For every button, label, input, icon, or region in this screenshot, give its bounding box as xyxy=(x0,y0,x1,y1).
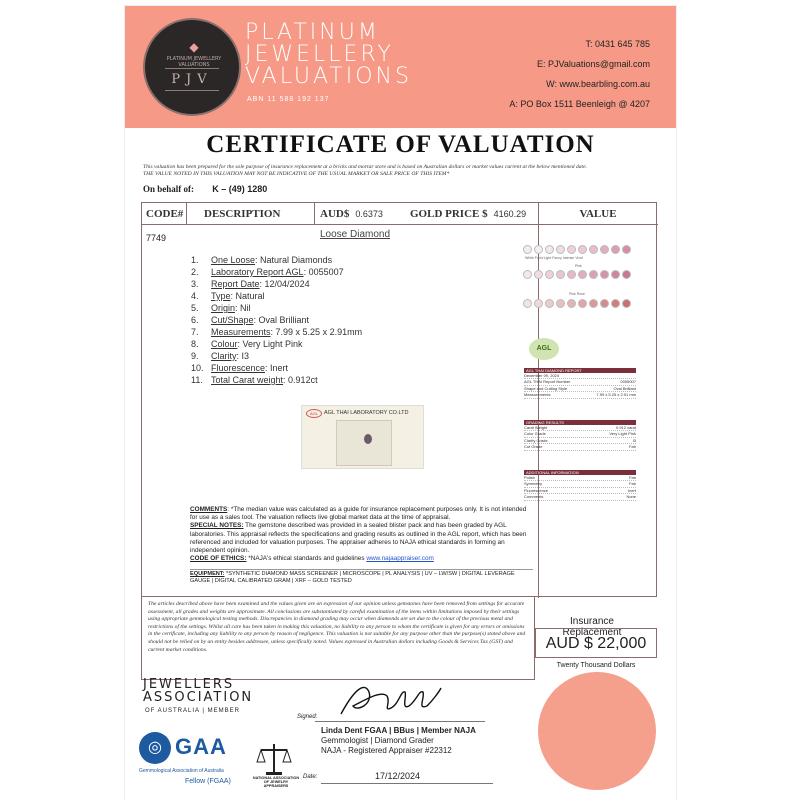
header-banner xyxy=(125,6,676,128)
scales-icon xyxy=(255,740,293,778)
colour-chart-labels: White Faint Light Fancy Intense Vivid xyxy=(525,256,583,260)
list-item: 9. Clarity: I3 xyxy=(191,351,250,361)
list-item: 4. Type: Natural xyxy=(191,291,265,301)
contact-block xyxy=(509,34,650,114)
report-header: AGL THAI DIAMOND REPORT xyxy=(524,368,636,373)
colour-swatch xyxy=(523,270,532,279)
colour-swatch xyxy=(600,245,609,254)
signer-role: Gemmologist | Diamond Grader xyxy=(321,736,434,745)
lab-name: AGL THAI LABORATORY CO.LTD xyxy=(324,410,409,416)
certificate-page xyxy=(125,6,676,800)
column-spacer xyxy=(186,225,187,598)
colour-swatch xyxy=(556,270,565,279)
signer-name: Linda Dent FGAA | BBus | Member NAJA xyxy=(321,726,476,735)
aud-label: AUD$ xyxy=(320,208,350,220)
agl-mini-logo: AGL xyxy=(306,409,322,418)
abn-number: ABN 11 588 192 137 xyxy=(247,96,330,103)
ja-line: JEWELLERS xyxy=(143,677,235,692)
colour-swatch xyxy=(545,245,554,254)
colour-chart-row-label: Pink Rose xyxy=(569,292,585,296)
table-row: Comments None xyxy=(524,494,636,500)
signature-image xyxy=(335,678,445,720)
logo-ring-text: PLATINUM JEWELLERY VALUATIONS xyxy=(166,56,222,68)
colour-swatch xyxy=(611,299,620,308)
intro-line-caps: THE VALUE NOTED IN THIS VALUATION MAY NOT BE INDICATIVE OF THE USUAL MARKET OR SALE PRICE OF THIS ITEM* xyxy=(143,171,450,177)
behalf-label: On behalf of: xyxy=(143,184,195,194)
table-row: Fluorescence Inert xyxy=(524,487,636,493)
behalf-of xyxy=(143,184,267,194)
contact-phone: T: 0431 645 785 xyxy=(585,39,650,49)
additional-information xyxy=(524,470,636,501)
diamond-stone-image xyxy=(364,434,372,444)
colour-swatch xyxy=(622,270,631,279)
colour-swatch xyxy=(600,270,609,279)
colour-swatch xyxy=(567,299,576,308)
table-row: Carat Weight 0.912 carat xyxy=(524,425,636,430)
special-notes-label: SPECIAL NOTES: xyxy=(190,522,244,530)
report-card xyxy=(336,420,392,466)
colour-swatch xyxy=(534,270,543,279)
naja-text: NATIONAL ASSOCIATION OF JEWELRY APPRAISERS xyxy=(252,776,300,789)
colour-swatch xyxy=(622,299,631,308)
table-row: Clarity Grade I3 xyxy=(524,437,636,443)
colour-chart-row-label: Pink xyxy=(575,264,582,268)
lab-report-photo xyxy=(301,405,424,469)
list-item: 8. Colour: Very Light Pink xyxy=(191,339,303,349)
col-aud xyxy=(320,203,383,225)
brand-line: VALUATIONS xyxy=(245,64,412,89)
signed-label: Signed: xyxy=(297,714,318,720)
agl-report-summary xyxy=(524,368,636,399)
colour-swatch xyxy=(545,299,554,308)
colour-swatch xyxy=(589,299,598,308)
item-specs-list xyxy=(191,254,362,386)
behalf-value: K – (49) 1280 xyxy=(212,184,268,194)
ethics-text: *NAJA's ethical standards and guidelines xyxy=(246,555,367,563)
list-item: 7. Measurements: 7.99 x 5.25 x 2.91mm xyxy=(191,327,363,337)
table-row: Measurements 7.99 x 5.25 x 2.91 mm xyxy=(524,392,636,398)
contact-website: W: www.bearbling.com.au xyxy=(546,79,650,89)
embossed-seal xyxy=(538,672,656,790)
colour-swatch xyxy=(556,245,565,254)
colour-swatch xyxy=(578,270,587,279)
list-item: 3. Report Date: 12/04/2024 xyxy=(191,279,310,289)
signer-block xyxy=(321,726,476,756)
col-value: VALUE xyxy=(538,203,658,225)
gold-label: GOLD PRICE $ xyxy=(410,208,488,220)
agl-logo: AGL xyxy=(529,338,559,360)
colour-swatch xyxy=(534,299,543,308)
colour-swatch xyxy=(611,270,620,279)
gaa-globe-icon: ◎ xyxy=(139,732,171,764)
equipment-text: *SYNTHETIC DIAMOND MASS SCREENER | MICROSCOPE | PL ANALYSIS | UV – LW/SW | DIGITAL LEVERAGE GAUGE | DIGITAL CALIBRATED GRAM | XRF – GOLD TESTED xyxy=(190,571,515,585)
ja-line: ASSOCIATION xyxy=(143,690,254,705)
list-item: 5. Origin: Nil xyxy=(191,303,251,313)
insurance-value: AUD $ 22,000 xyxy=(535,628,657,658)
colour-swatch xyxy=(523,299,532,308)
column-divider xyxy=(186,203,187,225)
valuation-table xyxy=(141,202,657,597)
date-label: Date: xyxy=(303,774,318,780)
insurance-words: Twenty Thousand Dollars xyxy=(556,662,636,669)
list-item: 1. One Loose: Natural Diamonds xyxy=(191,255,333,265)
gold-value: 4160.29 xyxy=(493,209,527,219)
valuation-date: 17/12/2024 xyxy=(375,771,421,781)
additional-header: ADDITIONAL INFORMATION xyxy=(524,470,636,475)
equipment-block xyxy=(190,569,533,586)
list-item: 2. Laboratory Report AGL: 0055007 xyxy=(191,267,344,277)
brand-name xyxy=(245,22,412,88)
naja-link[interactable]: www.najaappraiser.com xyxy=(366,555,434,563)
colour-swatch xyxy=(611,245,620,254)
comments-text: : *The median value was calculated as a guide for insurance replacement purposes only. It is not intended for use as a sales tool. The valuation reflects live global market data at the time of appraisal. xyxy=(190,506,527,522)
ja-member-text: OF AUSTRALIA | MEMBER xyxy=(145,708,240,714)
signer-registration: NAJA - Registered Appraiser #22312 xyxy=(321,746,452,755)
colour-swatch xyxy=(578,245,587,254)
equipment-label: EQUIPMENT: xyxy=(190,571,225,577)
fellow-badge: Fellow (FGAA) xyxy=(185,778,231,785)
grading-results xyxy=(524,420,636,451)
comments-label: COMMENTS xyxy=(190,506,228,513)
signature-line xyxy=(315,721,485,722)
pjv-logo xyxy=(143,18,241,116)
table-row: Cut Grade Fair xyxy=(524,444,636,450)
page-title: CERTIFICATE OF VALUATION xyxy=(206,131,595,158)
colour-swatch xyxy=(556,299,565,308)
colour-swatch xyxy=(622,245,631,254)
date-line xyxy=(321,783,493,784)
list-item: 11. Total Carat weight: 0.912ct xyxy=(191,375,318,385)
colour-swatch xyxy=(534,245,543,254)
special-notes-text: The gemstone described was provided in a sealed blister pack and has been graded by AGL laboratories. This appraisal reflects the specifications and grading results as outlined in the AGL report, which has been referenced and included for valuation purposes. The appraiser adheres to NAJA ethical standards in forming an independent opinion. xyxy=(190,522,527,555)
colour-swatch xyxy=(589,270,598,279)
gaa-logo: GAA xyxy=(175,734,227,759)
column-divider xyxy=(314,203,315,225)
intro-text xyxy=(143,164,668,178)
colour-swatch xyxy=(589,245,598,254)
item-code: 7749 xyxy=(146,233,167,243)
colour-swatch xyxy=(545,270,554,279)
logo-divider xyxy=(165,68,219,69)
jewellers-association-logo xyxy=(143,678,253,704)
insurance-label: Insurance Replacement xyxy=(562,616,622,638)
aud-value: 0.6373 xyxy=(355,209,383,219)
colour-swatch xyxy=(600,299,609,308)
table-row: Color Grade Very Light Pink xyxy=(524,431,636,437)
table-row: Polish Fair xyxy=(524,475,636,480)
column-divider xyxy=(538,203,539,598)
col-code: CODE# xyxy=(146,203,183,225)
grading-header: GRADING RESULTS xyxy=(524,420,636,425)
ethics-label: CODE OF ETHICS: xyxy=(190,555,247,563)
brand-line: PLATINUM xyxy=(245,20,380,45)
brand-line: JEWELLERY xyxy=(245,42,394,67)
contact-email: E: PJValuations@gmail.com xyxy=(536,59,650,69)
contact-address: A: PO Box 1511 Beenleigh @ 4207 xyxy=(509,99,650,109)
table-row: Symmetry Fair xyxy=(524,481,636,487)
table-row: AGL THAI Report Number 0055007 xyxy=(524,379,636,385)
colour-swatch xyxy=(578,299,587,308)
colour-swatch xyxy=(567,245,576,254)
table-row: December 09, 2024 xyxy=(524,373,636,379)
col-description: DESCRIPTION xyxy=(204,203,280,225)
gaa-subtitle: Gemmological Association of Australia xyxy=(139,768,224,774)
item-title: Loose Diamond xyxy=(320,229,391,240)
logo-initials: PJV xyxy=(171,72,213,87)
comments-block xyxy=(190,506,533,563)
colour-swatch xyxy=(523,245,532,254)
diamond-icon: ◆ xyxy=(189,40,199,54)
colour-swatch xyxy=(567,270,576,279)
logo-divider xyxy=(165,90,219,91)
col-gold xyxy=(410,203,526,225)
list-item: 10. Fluorescence: Inert xyxy=(191,363,289,373)
table-row: Shape and Cutting Style Oval Brilliant xyxy=(524,385,636,391)
disclaimer-box: The articles described above have been examined and the values given are an expression of our opinion unless gemstones have been removed from settings for accurate assessment, all grades and weights are approximate. All conclusions are substantiated by careful examination of the items within limitations imposed by their settings using appropriate gemmological testing methods. Discrepancies in diamond grading may occur when diamonds are set due to the colour of the precious metal and restrictions of the settings. Whilst all care has been taken in making this valuation, no liability to any person to whom the certificate is given for any errors or omissions in the certificate, including any liability to any person by reason of negligence. This valuation is not suitable for any purpose other than the purpose(s) stated above and should not be relied on by an entity besides addressee, unless specifically noted. Values expressed in Australian dollars including Goods & Services Tax (GST) and current market conditions. xyxy=(141,596,535,680)
intro-line: This valuation has been prepared for the sole purpose of insurance replacement at a bricks and mortar store and is based on Australian dollars or market values current at the below mentioned date. xyxy=(143,164,587,170)
list-item: 6. Cut/Shape: Oval Brilliant xyxy=(191,315,310,325)
